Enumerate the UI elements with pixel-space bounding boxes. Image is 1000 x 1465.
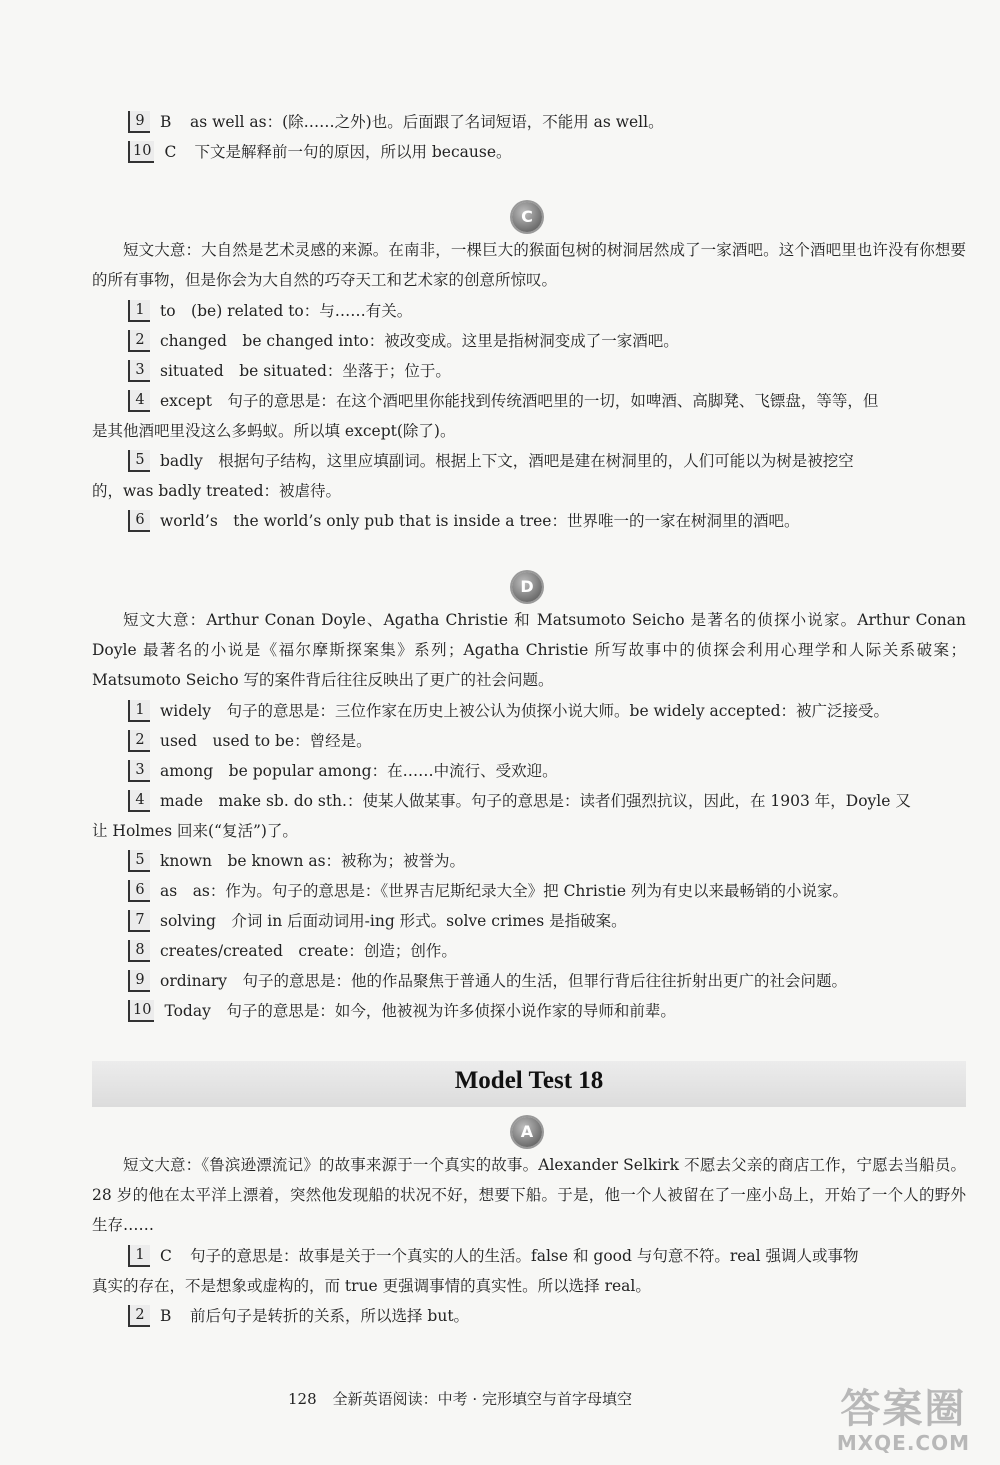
page-footer xyxy=(288,1388,632,1409)
answer-item xyxy=(128,756,970,786)
answer-item xyxy=(128,137,970,167)
section-badge-d: D xyxy=(512,572,542,602)
item-explanation: situated be situated：坐落于；位于。 xyxy=(160,362,451,380)
model-test-title: Model Test 18 xyxy=(454,1067,604,1094)
item-number: 8 xyxy=(128,940,150,962)
item-explanation: creates/created create：创造；创作。 xyxy=(160,942,457,960)
item-explanation: 句子的意思是：故事是关于一个真实的人的生活。false 和 good 与句意不符。real 强调人或事物 xyxy=(190,1247,859,1265)
page-number: 128 xyxy=(288,1390,317,1408)
answer-item xyxy=(128,386,970,416)
model-test-banner xyxy=(92,1061,966,1107)
section-badge-c: C xyxy=(512,202,542,232)
item-number: 2 xyxy=(128,330,150,352)
section-a-summary: 短文大意：《鲁滨逊漂流记》的故事来源于一个真实的故事。Alexander Selkirk 不愿去父亲的商店工作，宁愿去当船员。28 岁的他在太平洋上漂着，突然他发现船的状况不好，想要下船。于是，他一个人被留在了一座小岛上，开始了一个人的野外生存…… xyxy=(92,1156,966,1234)
answer-item xyxy=(128,936,970,966)
answer-item xyxy=(128,1301,970,1331)
item-explanation: changed be changed into：被改变成。这里是指树洞变成了一家酒吧。 xyxy=(160,332,679,350)
section-badge-a: A xyxy=(512,1117,542,1147)
item-number: 3 xyxy=(128,360,150,382)
item-number: 1 xyxy=(128,700,150,722)
answer-item xyxy=(128,446,970,476)
item-explanation: Today 句子的意思是：如今，他被视为许多侦探小说作家的导师和前辈。 xyxy=(164,1002,676,1020)
watermark-url-text: MXQE.COM xyxy=(836,1431,970,1455)
item-number: 5 xyxy=(128,850,150,872)
answer-item xyxy=(128,296,970,326)
item-explanation: among be popular among：在……中流行、受欢迎。 xyxy=(160,762,558,780)
item-number: 9 xyxy=(128,111,150,133)
item-choice: B xyxy=(160,113,172,131)
item-number: 1 xyxy=(128,300,150,322)
answer-item xyxy=(128,876,970,906)
item-explanation: as well as：(除……之外)也。后面跟了名词短语，不能用 as well。 xyxy=(190,113,664,131)
answer-item xyxy=(128,996,970,1026)
item-explanation: 下文是解释前一句的原因，所以用 because。 xyxy=(194,143,512,161)
answer-item xyxy=(128,906,970,936)
item-explanation: widely 句子的意思是：三位作家在历史上被公认为侦探小说大师。be widely accepted：被广泛接受。 xyxy=(160,702,890,720)
watermark-main-text: 答案圈 xyxy=(840,1386,967,1432)
book-title: 全新英语阅读：中考 · 完形填空与首字母填空 xyxy=(332,1390,632,1408)
section-c-summary: 短文大意：大自然是艺术灵感的来源。在南非，一棵巨大的猴面包树的树洞居然成了一家酒吧。这个酒吧里也许没有你想要的所有事物，但是你会为大自然的巧夺天工和艺术家的创意所惊叹。 xyxy=(92,241,966,289)
answer-item xyxy=(128,786,970,816)
item-number: 2 xyxy=(128,1305,150,1327)
item-explanation: to (be) related to：与……有关。 xyxy=(160,302,413,320)
answer-item xyxy=(128,326,970,356)
answer-item xyxy=(128,1241,970,1271)
item-continuation: 真实的存在，不是想象或虚构的，而 true 更强调事情的真实性。所以选择 real。 xyxy=(92,1277,651,1295)
answer-item xyxy=(128,726,970,756)
item-number: 5 xyxy=(128,450,150,472)
answer-item xyxy=(128,696,970,726)
item-number: 6 xyxy=(128,510,150,532)
answer-item xyxy=(128,506,970,536)
item-number: 10 xyxy=(128,1000,154,1022)
item-explanation: known be known as：被称为；被誉为。 xyxy=(160,852,466,870)
item-number: 7 xyxy=(128,910,150,932)
answer-item xyxy=(128,966,970,996)
item-choice: C xyxy=(164,143,177,161)
item-continuation: 让 Holmes 回来(“复活”)了。 xyxy=(92,822,298,840)
item-number: 4 xyxy=(128,790,150,812)
item-explanation: world’s the world’s only pub that is inside a tree：世界唯一的一家在树洞里的酒吧。 xyxy=(160,512,800,530)
item-number: 6 xyxy=(128,880,150,902)
item-number: 10 xyxy=(128,141,154,163)
item-explanation: solving 介词 in 后面动词用-ing 形式。solve crimes 是指破案。 xyxy=(160,912,627,930)
item-explanation: 前后句子是转折的关系，所以选择 but。 xyxy=(190,1307,470,1325)
item-number: 2 xyxy=(128,730,150,752)
section-d-summary: 短文大意：Arthur Conan Doyle、Agatha Christie 和 Matsumoto Seicho 是著名的侦探小说家。Arthur Conan Doyle 最著名的小说是《福尔摩斯探案集》系列；Agatha Christie 所写故事中的侦探会利用心理学和人际关系破案；Matsumoto Seicho 写的案件背后往往反映出了更广的社会问题。 xyxy=(92,611,966,689)
watermark-logo xyxy=(837,1387,970,1455)
item-explanation: made make sb. do sth.：使某人做某事。句子的意思是：读者们强烈抗议，因此，在 1903 年，Doyle 又 xyxy=(160,792,911,810)
item-continuation: 是其他酒吧里没这么多蚂蚁。所以填 except(除了)。 xyxy=(92,422,456,440)
item-explanation: badly 根据句子结构，这里应填副词。根据上下文，酒吧是建在树洞里的，人们可能以为树是被挖空 xyxy=(160,452,854,470)
answer-item xyxy=(128,356,970,386)
item-continuation: 的，was badly treated：被虐待。 xyxy=(92,482,341,500)
item-number: 3 xyxy=(128,760,150,782)
item-number: 4 xyxy=(128,390,150,412)
item-choice: B xyxy=(160,1307,172,1325)
answer-item xyxy=(128,846,970,876)
item-explanation: ordinary 句子的意思是：他的作品聚焦于普通人的生活，但罪行背后往往折射出更广的社会问题。 xyxy=(160,972,848,990)
item-number: 9 xyxy=(128,970,150,992)
item-explanation: used used to be：曾经是。 xyxy=(160,732,372,750)
item-number: 1 xyxy=(128,1245,150,1267)
item-explanation: as as：作为。句子的意思是：《世界吉尼斯纪录大全》把 Christie 列为有史以来最畅销的小说家。 xyxy=(160,882,849,900)
item-choice: C xyxy=(160,1247,172,1265)
answer-item xyxy=(128,107,970,137)
item-explanation: except 句子的意思是：在这个酒吧里你能找到传统酒吧里的一切，如啤酒、高脚凳、飞镖盘，等等，但 xyxy=(160,392,879,410)
